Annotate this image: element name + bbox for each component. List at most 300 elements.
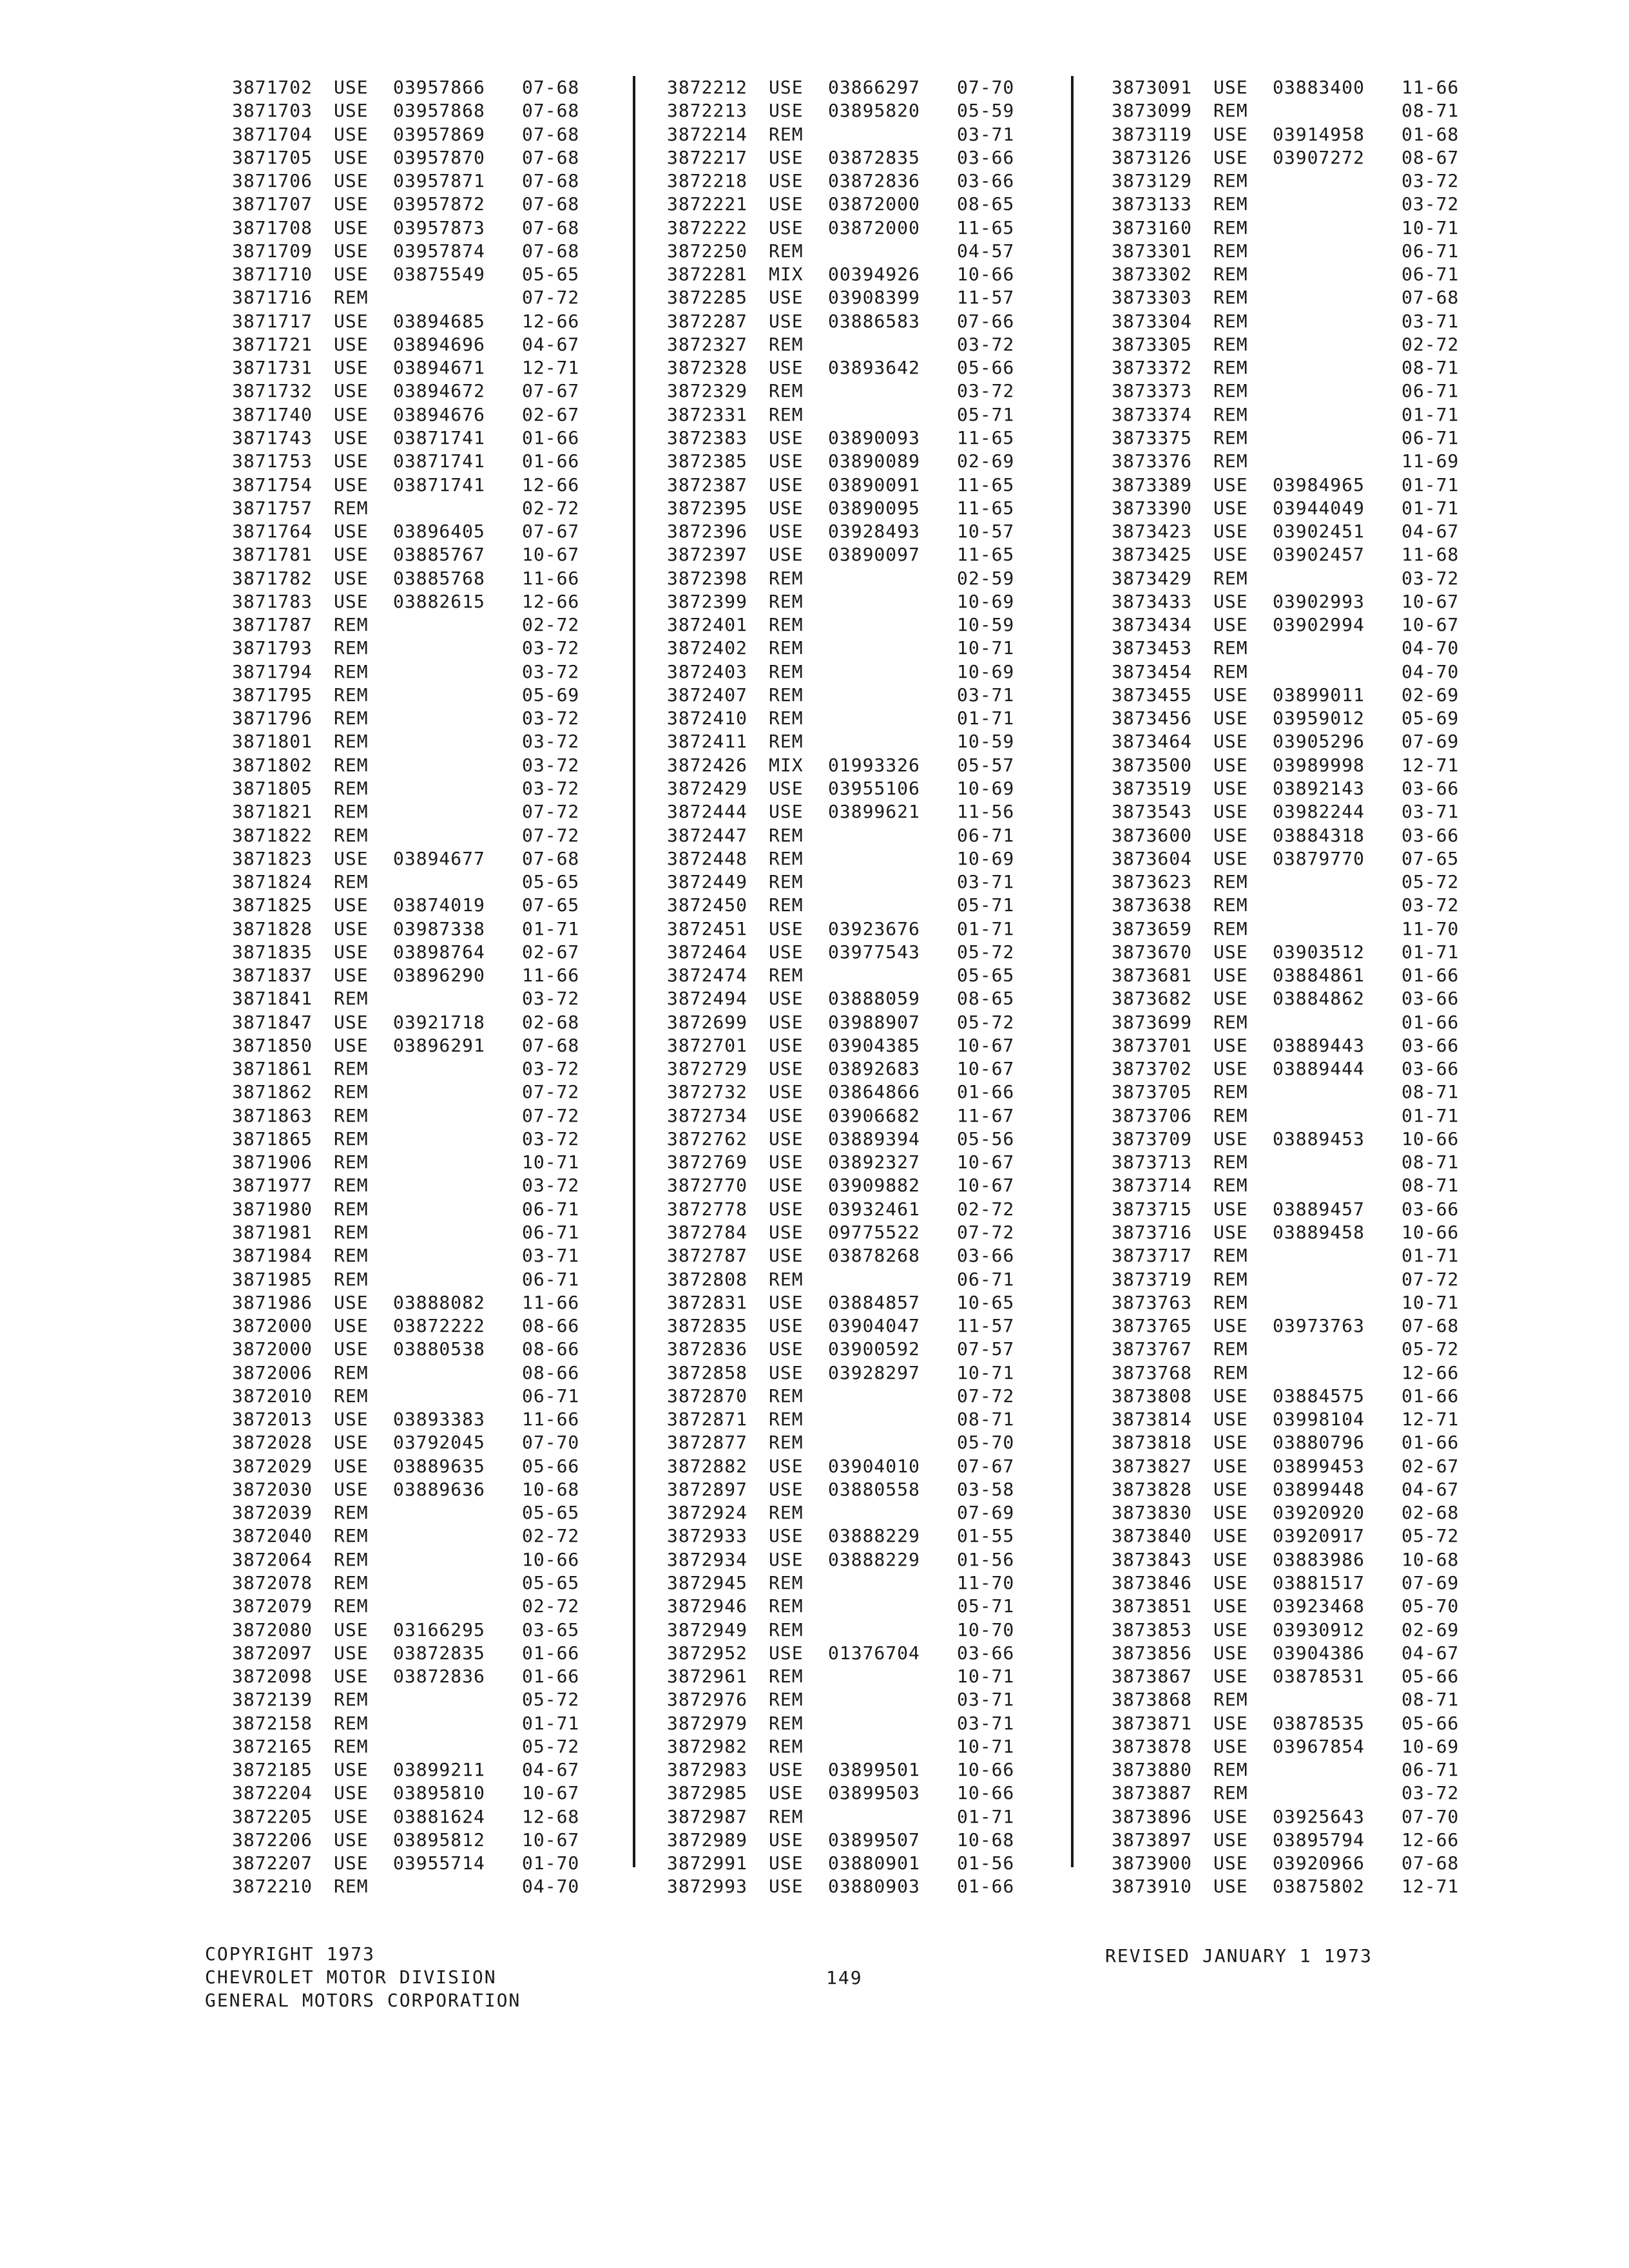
- replacement-part-number: 03988907: [828, 1011, 920, 1033]
- replacement-part-number: 03872835: [393, 1642, 485, 1664]
- action-code: REM: [769, 731, 804, 753]
- replacement-part-number: 03899501: [828, 1759, 920, 1781]
- part-number: 3872329: [667, 380, 748, 402]
- effective-date: 10-67: [957, 1058, 1015, 1080]
- action-code: REM: [1213, 660, 1248, 682]
- part-number: 3871801: [232, 731, 313, 753]
- action-code: USE: [769, 1829, 804, 1850]
- replacement-part-number: 03957872: [393, 193, 485, 215]
- effective-date: 11-67: [957, 1104, 1015, 1126]
- part-number: 3871981: [232, 1222, 313, 1244]
- effective-date: 03-72: [522, 731, 580, 753]
- effective-date: 07-68: [522, 123, 580, 145]
- part-number: 3871985: [232, 1268, 313, 1290]
- part-number: 3872383: [667, 427, 748, 448]
- action-code: REM: [334, 731, 369, 753]
- action-code: USE: [334, 427, 369, 448]
- part-number: 3873702: [1112, 1058, 1193, 1080]
- action-code: USE: [1213, 1666, 1248, 1687]
- copyright-line: CHEVROLET MOTOR DIVISION: [205, 1966, 497, 1988]
- effective-date: 07-57: [957, 1338, 1015, 1360]
- copyright-notice: [205, 1943, 521, 2012]
- action-code: REM: [334, 1151, 369, 1173]
- replacement-part-number: 01993326: [828, 754, 920, 776]
- replacement-part-number: 03878531: [1273, 1666, 1365, 1687]
- effective-date: 05-72: [957, 941, 1015, 963]
- replacement-part-number: 03920917: [1273, 1525, 1365, 1547]
- replacement-part-number: 03888082: [393, 1291, 485, 1313]
- replacement-part-number: 03871741: [393, 450, 485, 472]
- action-code: USE: [334, 1315, 369, 1337]
- effective-date: 03-71: [957, 684, 1015, 706]
- action-code: USE: [334, 521, 369, 543]
- action-code: REM: [334, 1198, 369, 1220]
- action-code: USE: [769, 1175, 804, 1196]
- part-number: 3872207: [232, 1852, 313, 1874]
- action-code: REM: [769, 123, 804, 145]
- effective-date: 07-68: [522, 1034, 580, 1056]
- replacement-part-number: 03871741: [393, 474, 485, 495]
- effective-date: 01-66: [522, 450, 580, 472]
- action-code: USE: [1213, 544, 1248, 566]
- effective-date: 03-66: [1402, 777, 1460, 799]
- part-number: 3873856: [1112, 1642, 1193, 1664]
- part-number: 3873376: [1112, 450, 1193, 472]
- part-number: 3873868: [1112, 1689, 1193, 1711]
- part-number: 3873827: [1112, 1455, 1193, 1477]
- part-number: 3872399: [667, 590, 748, 612]
- action-code: REM: [334, 1689, 369, 1711]
- effective-date: 07-68: [522, 847, 580, 869]
- action-code: USE: [1213, 1735, 1248, 1757]
- effective-date: 05-57: [957, 754, 1015, 776]
- part-number: 3872080: [232, 1619, 313, 1640]
- part-number: 3872934: [667, 1548, 748, 1570]
- replacement-part-number: 03884318: [1273, 824, 1365, 846]
- part-number: 3873600: [1112, 824, 1193, 846]
- replacement-part-number: 03889457: [1273, 1198, 1365, 1220]
- replacement-part-number: 03890091: [828, 474, 920, 495]
- action-code: REM: [1213, 1338, 1248, 1360]
- part-number: 3873373: [1112, 380, 1193, 402]
- part-number: 3871721: [232, 333, 313, 355]
- part-number: 3872993: [667, 1876, 748, 1898]
- effective-date: 05-65: [522, 1572, 580, 1593]
- effective-date: 10-66: [957, 1759, 1015, 1781]
- replacement-part-number: 03895820: [828, 100, 920, 122]
- part-number: 3871702: [232, 77, 313, 98]
- replacement-part-number: 03987338: [393, 918, 485, 939]
- replacement-part-number: 03902451: [1273, 521, 1365, 543]
- part-number: 3873681: [1112, 965, 1193, 986]
- part-number: 3872331: [667, 403, 748, 425]
- effective-date: 10-68: [1402, 1548, 1460, 1570]
- effective-date: 07-72: [522, 1081, 580, 1103]
- effective-date: 04-67: [1402, 1478, 1460, 1500]
- part-number: 3872040: [232, 1525, 313, 1547]
- action-code: USE: [1213, 474, 1248, 495]
- part-number: 3871841: [232, 988, 313, 1010]
- action-code: MIX: [769, 754, 804, 776]
- replacement-part-number: 03886583: [828, 310, 920, 332]
- action-code: USE: [769, 1198, 804, 1220]
- replacement-part-number: 03894672: [393, 380, 485, 402]
- effective-date: 04-67: [1402, 521, 1460, 543]
- action-code: USE: [1213, 1852, 1248, 1874]
- part-number: 3872410: [667, 707, 748, 729]
- replacement-part-number: 03890089: [828, 450, 920, 472]
- part-number: 3872039: [232, 1502, 313, 1524]
- effective-date: 07-69: [957, 1502, 1015, 1524]
- effective-date: 07-68: [522, 77, 580, 98]
- action-code: USE: [334, 1666, 369, 1687]
- effective-date: 07-68: [522, 100, 580, 122]
- effective-date: 10-66: [1402, 1128, 1460, 1149]
- part-number: 3872945: [667, 1572, 748, 1593]
- effective-date: 01-66: [522, 1642, 580, 1664]
- effective-date: 02-67: [522, 941, 580, 963]
- action-code: USE: [1213, 1805, 1248, 1827]
- replacement-part-number: 03957873: [393, 216, 485, 238]
- replacement-part-number: 03899211: [393, 1759, 485, 1781]
- action-code: USE: [769, 521, 804, 543]
- effective-date: 07-65: [522, 894, 580, 916]
- part-number: 3871862: [232, 1081, 313, 1103]
- part-number: 3873814: [1112, 1408, 1193, 1430]
- part-number: 3871824: [232, 871, 313, 893]
- part-number: 3873853: [1112, 1619, 1193, 1640]
- action-code: USE: [334, 1455, 369, 1477]
- replacement-part-number: 03967854: [1273, 1735, 1365, 1757]
- effective-date: 01-71: [957, 918, 1015, 939]
- effective-date: 03-72: [957, 380, 1015, 402]
- effective-date: 12-71: [1402, 1876, 1460, 1898]
- effective-date: 12-66: [522, 590, 580, 612]
- replacement-part-number: 03883400: [1273, 77, 1365, 98]
- part-number: 3871717: [232, 310, 313, 332]
- effective-date: 07-72: [522, 1104, 580, 1126]
- action-code: USE: [334, 123, 369, 145]
- action-code: REM: [1213, 1361, 1248, 1383]
- action-code: USE: [769, 1245, 804, 1267]
- part-number: 3872285: [667, 287, 748, 309]
- replacement-part-number: 03957874: [393, 240, 485, 262]
- part-number: 3873129: [1112, 170, 1193, 192]
- part-number: 3872831: [667, 1291, 748, 1313]
- effective-date: 11-65: [957, 474, 1015, 495]
- part-number: 3872327: [667, 333, 748, 355]
- effective-date: 06-71: [522, 1268, 580, 1290]
- effective-date: 01-66: [1402, 1011, 1460, 1033]
- action-code: USE: [1213, 1198, 1248, 1220]
- effective-date: 01-66: [1402, 1432, 1460, 1454]
- effective-date: 06-71: [522, 1198, 580, 1220]
- action-code: USE: [1213, 1595, 1248, 1617]
- replacement-part-number: 03955106: [828, 777, 920, 799]
- effective-date: 02-72: [522, 1595, 580, 1617]
- effective-date: 02-72: [522, 497, 580, 519]
- action-code: USE: [769, 988, 804, 1010]
- action-code: USE: [334, 965, 369, 986]
- effective-date: 03-72: [1402, 894, 1460, 916]
- part-number: 3872858: [667, 1361, 748, 1383]
- action-code: USE: [1213, 941, 1248, 963]
- action-code: USE: [1213, 146, 1248, 168]
- effective-date: 03-72: [522, 777, 580, 799]
- effective-date: 08-66: [522, 1315, 580, 1337]
- replacement-part-number: 03871741: [393, 427, 485, 448]
- effective-date: 10-67: [957, 1151, 1015, 1173]
- effective-date: 07-72: [957, 1385, 1015, 1407]
- part-number: 3871787: [232, 614, 313, 636]
- action-code: REM: [769, 965, 804, 986]
- action-code: USE: [334, 357, 369, 379]
- replacement-part-number: 03904010: [828, 1455, 920, 1477]
- part-number: 3872000: [232, 1315, 313, 1337]
- replacement-part-number: 03977543: [828, 941, 920, 963]
- effective-date: 05-65: [522, 871, 580, 893]
- replacement-part-number: 03955714: [393, 1852, 485, 1874]
- action-code: REM: [1213, 918, 1248, 939]
- action-code: USE: [334, 1291, 369, 1313]
- part-number: 3871743: [232, 427, 313, 448]
- replacement-part-number: 03878535: [1273, 1712, 1365, 1734]
- part-number: 3872028: [232, 1432, 313, 1454]
- action-code: USE: [334, 1829, 369, 1850]
- effective-date: 03-71: [957, 123, 1015, 145]
- action-code: USE: [334, 1034, 369, 1056]
- action-code: USE: [334, 310, 369, 332]
- part-number: 3872185: [232, 1759, 313, 1781]
- part-number: 3871708: [232, 216, 313, 238]
- effective-date: 05-66: [1402, 1666, 1460, 1687]
- replacement-part-number: 03928493: [828, 521, 920, 543]
- effective-date: 05-70: [957, 1432, 1015, 1454]
- action-code: USE: [1213, 1478, 1248, 1500]
- replacement-part-number: 03888059: [828, 988, 920, 1010]
- replacement-part-number: 03899448: [1273, 1478, 1365, 1500]
- action-code: REM: [1213, 170, 1248, 192]
- replacement-part-number: 03909882: [828, 1175, 920, 1196]
- effective-date: 10-71: [957, 637, 1015, 659]
- effective-date: 10-69: [957, 777, 1015, 799]
- action-code: REM: [1213, 1782, 1248, 1804]
- part-number: 3872205: [232, 1805, 313, 1827]
- part-number: 3873840: [1112, 1525, 1193, 1547]
- part-number: 3872407: [667, 684, 748, 706]
- effective-date: 07-68: [1402, 1315, 1460, 1337]
- replacement-part-number: 03984965: [1273, 474, 1365, 495]
- replacement-part-number: 03884575: [1273, 1385, 1365, 1407]
- action-code: USE: [334, 1619, 369, 1640]
- replacement-part-number: 03884857: [828, 1291, 920, 1313]
- part-number: 3873638: [1112, 894, 1193, 916]
- effective-date: 07-72: [1402, 1268, 1460, 1290]
- effective-date: 07-70: [1402, 1805, 1460, 1827]
- replacement-part-number: 03896291: [393, 1034, 485, 1056]
- effective-date: 01-66: [957, 1876, 1015, 1898]
- part-number: 3872924: [667, 1502, 748, 1524]
- part-number: 3873659: [1112, 918, 1193, 939]
- part-number: 3873670: [1112, 941, 1193, 963]
- effective-date: 05-72: [522, 1735, 580, 1757]
- effective-date: 11-56: [957, 801, 1015, 823]
- action-code: USE: [1213, 1829, 1248, 1850]
- part-number: 3873091: [1112, 77, 1193, 98]
- action-code: REM: [1213, 1151, 1248, 1173]
- part-number: 3872787: [667, 1245, 748, 1267]
- part-number: 3871782: [232, 567, 313, 589]
- action-code: REM: [334, 1361, 369, 1383]
- effective-date: 02-72: [957, 1198, 1015, 1220]
- action-code: USE: [769, 474, 804, 495]
- effective-date: 03-72: [1402, 1782, 1460, 1804]
- action-code: REM: [1213, 1081, 1248, 1103]
- part-number: 3873453: [1112, 637, 1193, 659]
- part-number: 3872778: [667, 1198, 748, 1220]
- effective-date: 02-69: [1402, 684, 1460, 706]
- effective-date: 12-71: [522, 357, 580, 379]
- replacement-part-number: 03878268: [828, 1245, 920, 1267]
- action-code: USE: [334, 1432, 369, 1454]
- effective-date: 12-68: [522, 1805, 580, 1827]
- replacement-part-number: 03872836: [828, 170, 920, 192]
- part-number: 3872397: [667, 544, 748, 566]
- part-number: 3871861: [232, 1058, 313, 1080]
- effective-date: 10-67: [522, 1829, 580, 1850]
- action-code: REM: [1213, 287, 1248, 309]
- action-code: USE: [334, 1408, 369, 1430]
- effective-date: 03-72: [522, 637, 580, 659]
- action-code: USE: [769, 100, 804, 122]
- effective-date: 03-66: [957, 146, 1015, 168]
- action-code: REM: [769, 1735, 804, 1757]
- effective-date: 06-71: [1402, 240, 1460, 262]
- part-number: 3873543: [1112, 801, 1193, 823]
- part-number: 3871740: [232, 403, 313, 425]
- action-code: REM: [769, 1805, 804, 1827]
- effective-date: 06-71: [1402, 427, 1460, 448]
- action-code: REM: [1213, 450, 1248, 472]
- replacement-part-number: 03957868: [393, 100, 485, 122]
- part-number: 3872991: [667, 1852, 748, 1874]
- action-code: USE: [1213, 1222, 1248, 1244]
- replacement-part-number: 03889394: [828, 1128, 920, 1149]
- action-code: USE: [769, 77, 804, 98]
- part-number: 3872451: [667, 918, 748, 939]
- effective-date: 11-57: [957, 287, 1015, 309]
- action-code: USE: [769, 170, 804, 192]
- action-code: REM: [334, 824, 369, 846]
- action-code: USE: [334, 847, 369, 869]
- part-number: 3871847: [232, 1011, 313, 1033]
- effective-date: 01-66: [1402, 1385, 1460, 1407]
- effective-date: 10-65: [957, 1291, 1015, 1313]
- replacement-part-number: 03905296: [1273, 731, 1365, 753]
- replacement-part-number: 03890097: [828, 544, 920, 566]
- part-number: 3872204: [232, 1782, 313, 1804]
- replacement-part-number: 03957871: [393, 170, 485, 192]
- replacement-part-number: 03998104: [1273, 1408, 1365, 1430]
- action-code: REM: [1213, 427, 1248, 448]
- part-number: 3873604: [1112, 847, 1193, 869]
- action-code: REM: [334, 614, 369, 636]
- part-number: 3872411: [667, 731, 748, 753]
- replacement-part-number: 03885767: [393, 544, 485, 566]
- part-number: 3873429: [1112, 567, 1193, 589]
- part-number: 3873828: [1112, 1478, 1193, 1500]
- replacement-part-number: 03889458: [1273, 1222, 1365, 1244]
- action-code: REM: [334, 287, 369, 309]
- action-code: REM: [334, 1128, 369, 1149]
- part-number: 3871757: [232, 497, 313, 519]
- action-code: REM: [769, 567, 804, 589]
- effective-date: 01-71: [1402, 497, 1460, 519]
- replacement-part-number: 03879770: [1273, 847, 1365, 869]
- part-number: 3872064: [232, 1548, 313, 1570]
- part-number: 3872281: [667, 264, 748, 285]
- part-number: 3872946: [667, 1595, 748, 1617]
- part-number: 3871986: [232, 1291, 313, 1313]
- action-code: USE: [1213, 777, 1248, 799]
- part-number: 3871977: [232, 1175, 313, 1196]
- replacement-part-number: 03899453: [1273, 1455, 1365, 1477]
- action-code: USE: [334, 941, 369, 963]
- part-number: 3872979: [667, 1712, 748, 1734]
- effective-date: 11-65: [957, 497, 1015, 519]
- action-code: REM: [334, 1268, 369, 1290]
- action-code: MIX: [769, 264, 804, 285]
- effective-date: 05-72: [957, 1011, 1015, 1033]
- action-code: REM: [334, 801, 369, 823]
- effective-date: 07-68: [522, 240, 580, 262]
- effective-date: 10-69: [957, 847, 1015, 869]
- part-number: 3871705: [232, 146, 313, 168]
- part-number: 3871716: [232, 287, 313, 309]
- part-number: 3873301: [1112, 240, 1193, 262]
- part-number: 3872222: [667, 216, 748, 238]
- action-code: USE: [1213, 1876, 1248, 1898]
- replacement-part-number: 03906682: [828, 1104, 920, 1126]
- effective-date: 04-67: [1402, 1642, 1460, 1664]
- action-code: USE: [1213, 614, 1248, 636]
- effective-date: 03-72: [522, 988, 580, 1010]
- action-code: USE: [769, 1058, 804, 1080]
- action-code: USE: [334, 216, 369, 238]
- revision-date: REVISED JANUARY 1 1973: [1105, 1945, 1373, 1966]
- replacement-part-number: 03872222: [393, 1315, 485, 1337]
- part-number: 3871753: [232, 450, 313, 472]
- effective-date: 03-72: [522, 1128, 580, 1149]
- action-code: REM: [1213, 894, 1248, 916]
- action-code: USE: [769, 310, 804, 332]
- effective-date: 01-71: [1402, 1104, 1460, 1126]
- effective-date: 01-71: [522, 1712, 580, 1734]
- action-code: USE: [1213, 754, 1248, 776]
- part-number: 3871802: [232, 754, 313, 776]
- replacement-part-number: 03973763: [1273, 1315, 1365, 1337]
- action-code: REM: [769, 1385, 804, 1407]
- effective-date: 06-71: [1402, 1759, 1460, 1781]
- replacement-part-number: 03989998: [1273, 754, 1365, 776]
- effective-date: 01-66: [1402, 965, 1460, 986]
- effective-date: 03-71: [957, 1712, 1015, 1734]
- part-number: 3873713: [1112, 1151, 1193, 1173]
- part-number: 3872450: [667, 894, 748, 916]
- part-number: 3872877: [667, 1432, 748, 1454]
- effective-date: 08-65: [957, 193, 1015, 215]
- action-code: REM: [769, 894, 804, 916]
